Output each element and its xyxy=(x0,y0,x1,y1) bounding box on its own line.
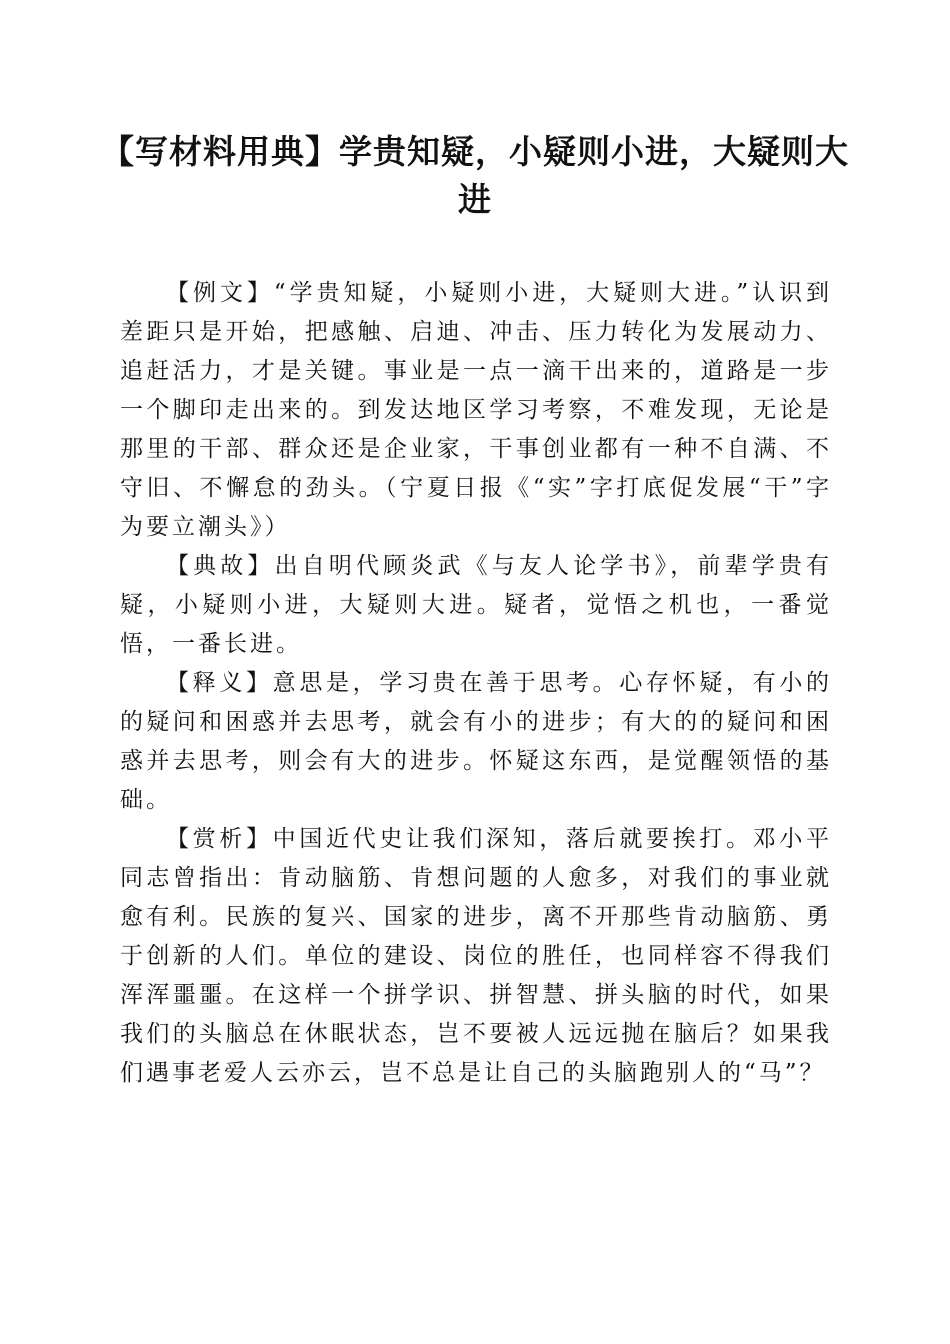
paragraph-appreciation xyxy=(120,820,832,1093)
paragraph-tag: 【例文】 xyxy=(166,280,274,306)
paragraph-text: 中国近代史让我们深知，落后就要挨打。邓小平同志曾指出：肯动脑筋、肯想问题的人愈多，对我们的事业就愈有利。民族的复兴、国家的进步，离不开那些肯动脑筋、勇于创新的人们。单位的建设、岗位的胜任，也同样容不得我们浑浑噩噩。在这样一个拼学识、拼智慧、拼头脑的时代，如果我们的头脑总在休眠状态，岂不要被人远远抛在脑后？如果我们遇事老爱人云亦云，岂不总是让自己的头脑跑别人的“马”？ xyxy=(120,826,833,1086)
paragraph-text: 出自明代顾炎武《与友人论学书》，前辈学贵有疑，小疑则小进，大疑则大进。疑者，觉悟之机也，一番觉悟，一番长进。 xyxy=(120,553,833,657)
document-title: 【写材料用典】学贵知疑，小疑则小进，大疑则大进 xyxy=(101,132,849,219)
paragraph-text: 意思是，学习贵在善于思考。心存怀疑，有小的的疑问和困惑并去思考，就会有小的进步；有大的的疑问和困惑并去思考，则会有大的进步。怀疑这东西，是觉醒领悟的基础。 xyxy=(120,670,833,813)
paragraph-tag: 【赏析】 xyxy=(166,826,273,852)
document-body xyxy=(120,274,832,1093)
paragraph-allusion xyxy=(120,547,832,664)
paragraph-tag: 【典故】 xyxy=(166,553,275,579)
paragraph-tag: 【释义】 xyxy=(166,670,273,696)
paragraph-text: “学贵知疑，小疑则小进，大疑则大进。”认识到差距只是开始，把感触、启迪、冲击、压力转化为发展动力、追赶活力，才是关键。事业是一点一滴干出来的，道路是一步一个脚印走出来的。到发达地区学习考察，不难发现，无论是那里的干部、群众还是企业家，干事创业都有一种不自满、不守旧、不懈怠的劲头。（宁夏日报《“实”字打底促发展“干”字为要立潮头》） xyxy=(120,280,832,540)
paragraph-meaning xyxy=(120,664,832,820)
paragraph-example xyxy=(120,274,832,547)
